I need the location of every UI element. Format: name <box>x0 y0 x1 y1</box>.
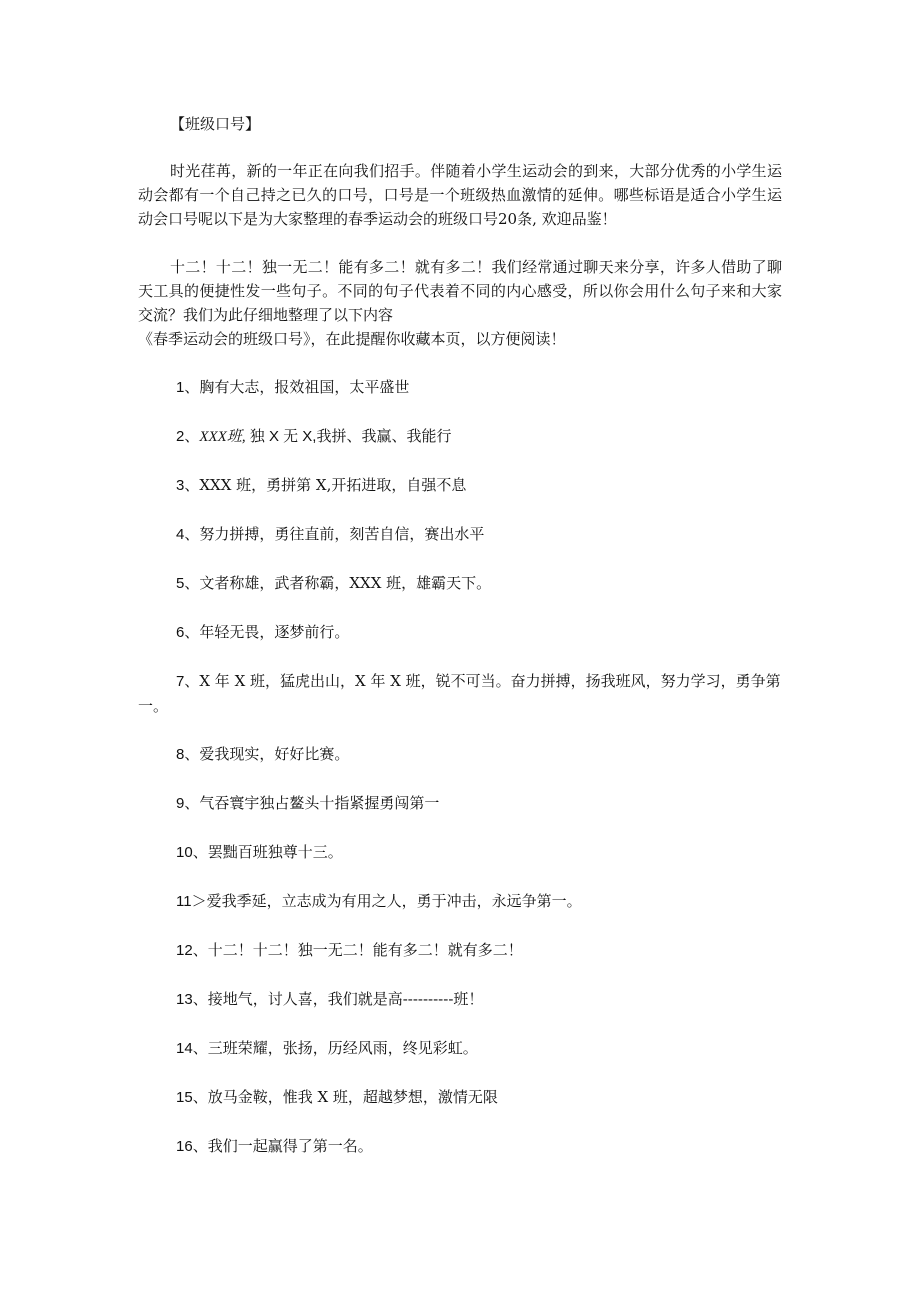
slogan-list <box>138 375 782 1159</box>
list-item: 13、接地气，讨人喜，我们就是高----------班！ <box>176 990 484 1008</box>
intro-paragraph-1: 时光荏苒，新的一年正在向我们招手。伴随着小学生运动会的到来，大部分优秀的小学生运动会都有一个自己持之已久的口号，口号是一个班级热血激情的延伸。哪些标语是适合小学生运动会口号呢以下是为大家整理的春季运动会的班级口号20条, 欢迎品鉴！ <box>138 162 782 228</box>
list-item: 12、十二！十二！独一无二！能有多二！就有多二！ <box>176 941 523 959</box>
intro-paragraph-2: 十二！十二！独一无二！能有多二！就有多二！我们经常通过聊天来分享，许多人借助了聊天工具的便捷性发一些句子。不同的句子代表着不同的内心感受，所以你会用什么句子来和大家交流？我们为此仔细地整理了以下内容 <box>138 258 782 324</box>
list-item: 4、努力拼搏，勇往直前，刻苦自信，赛出水平 <box>176 525 485 543</box>
intro-paragraph-2-tail: 《春季运动会的班级口号》，在此提醒你收藏本页，以方便阅读！ <box>138 330 566 348</box>
document-page <box>138 112 782 1183</box>
list-item: 3、XXX 班，勇拼第 X,开拓进取，自强不息 <box>176 476 467 494</box>
list-item: 6、年轻无畏，逐梦前行。 <box>176 623 350 641</box>
list-item: 1、胸有大志，报效祖国，太平盛世 <box>176 378 410 396</box>
list-item: 11＞爱我季延，立志成为有用之人，勇于冲击，永远争第一。 <box>176 892 582 910</box>
list-item: 9、气吞寰宇独占鳌头十指紧握勇闯第一 <box>176 794 440 812</box>
list-item: 10、罢黜百班独尊十三。 <box>176 843 343 861</box>
list-item: 16、我们一起赢得了第一名。 <box>176 1137 373 1155</box>
document-title: 【班级口号】 <box>170 115 261 133</box>
list-item: 5、文者称雄，武者称霸，XXX 班，雄霸天下。 <box>176 574 492 592</box>
list-item: 15、放马金鞍，惟我 X 班，超越梦想，激情无限 <box>176 1088 498 1106</box>
list-item: 2、XXX班, 独 X 无 X,我拼、我赢、我能行 <box>176 427 452 445</box>
list-item: 7、X 年 X 班，猛虎出山，X 年 X 班，锐不可当。奋力拼搏，扬我班风，努力学习，勇争第一。 <box>138 672 781 715</box>
list-item: 14、三班荣耀，张扬，历经风雨，终见彩虹。 <box>176 1039 478 1057</box>
list-item: 8、爱我现实，好好比赛。 <box>176 745 350 763</box>
